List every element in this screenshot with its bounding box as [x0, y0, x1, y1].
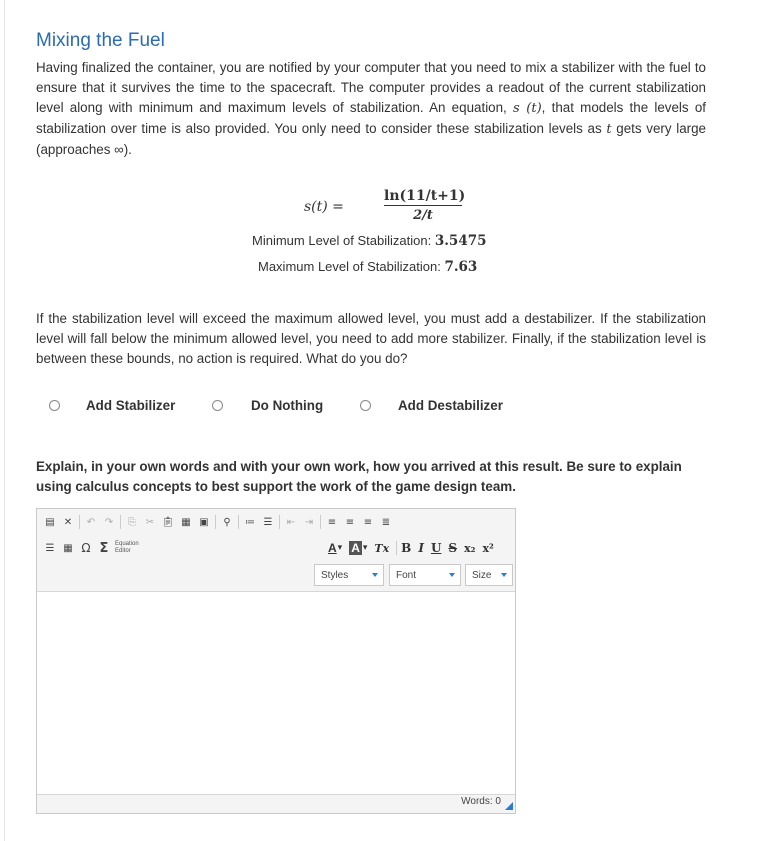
equation-editor-label-1: Equation: [115, 541, 139, 547]
formula-numerator: ln(11/t+1): [384, 188, 466, 204]
styles-dropdown[interactable]: [314, 564, 384, 586]
option-add-destabilizer-label[interactable]: Add Destabilizer: [398, 398, 503, 413]
intro-math-s: s (t): [513, 101, 542, 116]
superscript-button[interactable]: x²: [482, 541, 494, 555]
formula-denominator: 2/t: [413, 208, 433, 223]
bulleted-list-icon[interactable]: ☰: [263, 516, 273, 528]
strikethrough-button[interactable]: S: [448, 541, 458, 555]
copy-icon[interactable]: ⎘: [128, 516, 136, 528]
option-do-nothing[interactable]: [212, 398, 323, 413]
text-color-arrow-icon[interactable]: ▾: [337, 543, 343, 553]
maximum-level-value: 7.63: [444, 259, 478, 275]
size-dropdown-arrow-icon: [501, 573, 507, 577]
outdent-icon[interactable]: ⇤: [286, 516, 296, 528]
toolbar-separator: [79, 515, 80, 529]
cut-icon[interactable]: ✂: [145, 516, 155, 528]
find-icon[interactable]: ⚲: [223, 516, 231, 528]
toolbar-row-1: [43, 515, 397, 529]
maximum-level-label: Maximum Level of Stabilization:: [258, 259, 441, 274]
format-toolbar: [328, 541, 501, 555]
toolbar-separator: [238, 515, 239, 529]
maximum-level: [258, 259, 477, 275]
option-add-stabilizer[interactable]: [49, 398, 175, 413]
equation-sigma-icon[interactable]: Σ: [99, 540, 109, 556]
align-justify-icon[interactable]: ≣: [381, 516, 391, 528]
horizontal-line-icon[interactable]: ☰: [45, 542, 55, 554]
underline-button[interactable]: U: [430, 541, 442, 555]
size-dropdown-label: Size: [472, 569, 492, 581]
question-paragraph: If the stabilization level will exceed the maximum allowed level, you must add a destabilizer. If the stabilization level will fall below the minimum allowed level, you need to add more stabilizer. Finally, if the stabilization level is between these bounds, no action is required. What do you do?: [36, 311, 706, 366]
subscript-button[interactable]: x₂: [464, 541, 476, 555]
formula-fraction: [384, 188, 466, 223]
fraction-bar: [384, 205, 462, 206]
toolbar-separator: [215, 515, 216, 529]
page-title: Mixing the Fuel: [36, 30, 165, 51]
align-center-icon[interactable]: ≡: [345, 516, 355, 528]
redo-icon[interactable]: ↷: [104, 516, 114, 528]
toolbar-separator: [120, 515, 121, 529]
intro-paragraph: [36, 58, 706, 160]
source-icon[interactable]: ▤: [45, 516, 55, 528]
bg-color-button[interactable]: A: [351, 541, 360, 555]
intro-text-3: gets very large (approaches ∞).: [36, 121, 706, 157]
minimum-level: [252, 233, 487, 249]
equation-editor-button[interactable]: [115, 541, 139, 555]
styles-dropdown-label: Styles: [321, 569, 349, 581]
rich-text-editor: [36, 508, 516, 814]
numbered-list-icon[interactable]: ≔: [245, 516, 255, 528]
formula-lhs: s(t) =: [304, 199, 344, 215]
editor-text-area[interactable]: [37, 591, 515, 795]
radio-add-stabilizer[interactable]: [49, 400, 60, 411]
intro-text-1: Having finalized the container, you are notified by your computer that you need to mix a stabilizer with the fuel to ensure that it survives the time to the spacecraft. The computer provides a readout of the current stabilization level along with minimum and maximum levels of stabilization. An equation,: [36, 60, 706, 115]
equation-editor-label-2: Editor: [115, 548, 131, 554]
italic-button[interactable]: I: [418, 541, 424, 555]
paste-word-icon[interactable]: ▣: [199, 516, 209, 528]
word-count: Words: 0: [461, 796, 501, 807]
paste-icon[interactable]: 📋︎: [161, 516, 175, 528]
paste-text-icon[interactable]: ▦: [181, 516, 191, 528]
font-dropdown-arrow-icon: [449, 573, 455, 577]
option-add-stabilizer-label[interactable]: Add Stabilizer: [86, 398, 176, 413]
styles-dropdown-arrow-icon: [372, 573, 378, 577]
table-icon[interactable]: ▦: [63, 542, 73, 554]
explain-prompt: Explain, in your own words and with your own work, how you arrived at this result. Be sure to explain using calculus concepts to best support the work of the game design team.: [36, 459, 682, 494]
minimum-level-value: 3.5475: [434, 233, 487, 249]
toolbar-row-2: [43, 541, 139, 555]
special-char-omega-icon[interactable]: Ω: [81, 541, 91, 555]
remove-format-button[interactable]: Tx: [374, 541, 390, 555]
radio-do-nothing[interactable]: [212, 400, 223, 411]
maximize-icon[interactable]: ✕: [63, 516, 73, 528]
size-dropdown[interactable]: [465, 564, 513, 586]
align-left-icon[interactable]: ≡: [327, 516, 337, 528]
toolbar-separator: [279, 515, 280, 529]
intro-math-t: t: [606, 122, 612, 137]
minimum-level-label: Minimum Level of Stabilization:: [252, 233, 432, 248]
toolbar-separator: [320, 515, 321, 529]
font-dropdown[interactable]: [389, 564, 461, 586]
bold-button[interactable]: B: [401, 541, 412, 555]
font-dropdown-label: Font: [396, 569, 417, 581]
bg-color-arrow-icon[interactable]: ▾: [362, 543, 368, 553]
option-add-destabilizer[interactable]: [360, 398, 503, 413]
left-rule: [4, 0, 5, 841]
intro-text-2: , that models the levels of stabilization over time is also provided. You only need to consider these stabilization levels as: [36, 100, 706, 136]
radio-add-destabilizer[interactable]: [360, 400, 371, 411]
text-color-button[interactable]: A: [328, 541, 337, 555]
align-right-icon[interactable]: ≡: [363, 516, 373, 528]
option-do-nothing-label[interactable]: Do Nothing: [251, 398, 324, 413]
indent-icon[interactable]: ⇥: [304, 516, 314, 528]
undo-icon[interactable]: ↶: [86, 516, 96, 528]
resize-handle-icon[interactable]: [505, 802, 513, 810]
toolbar-separator: [396, 541, 397, 555]
